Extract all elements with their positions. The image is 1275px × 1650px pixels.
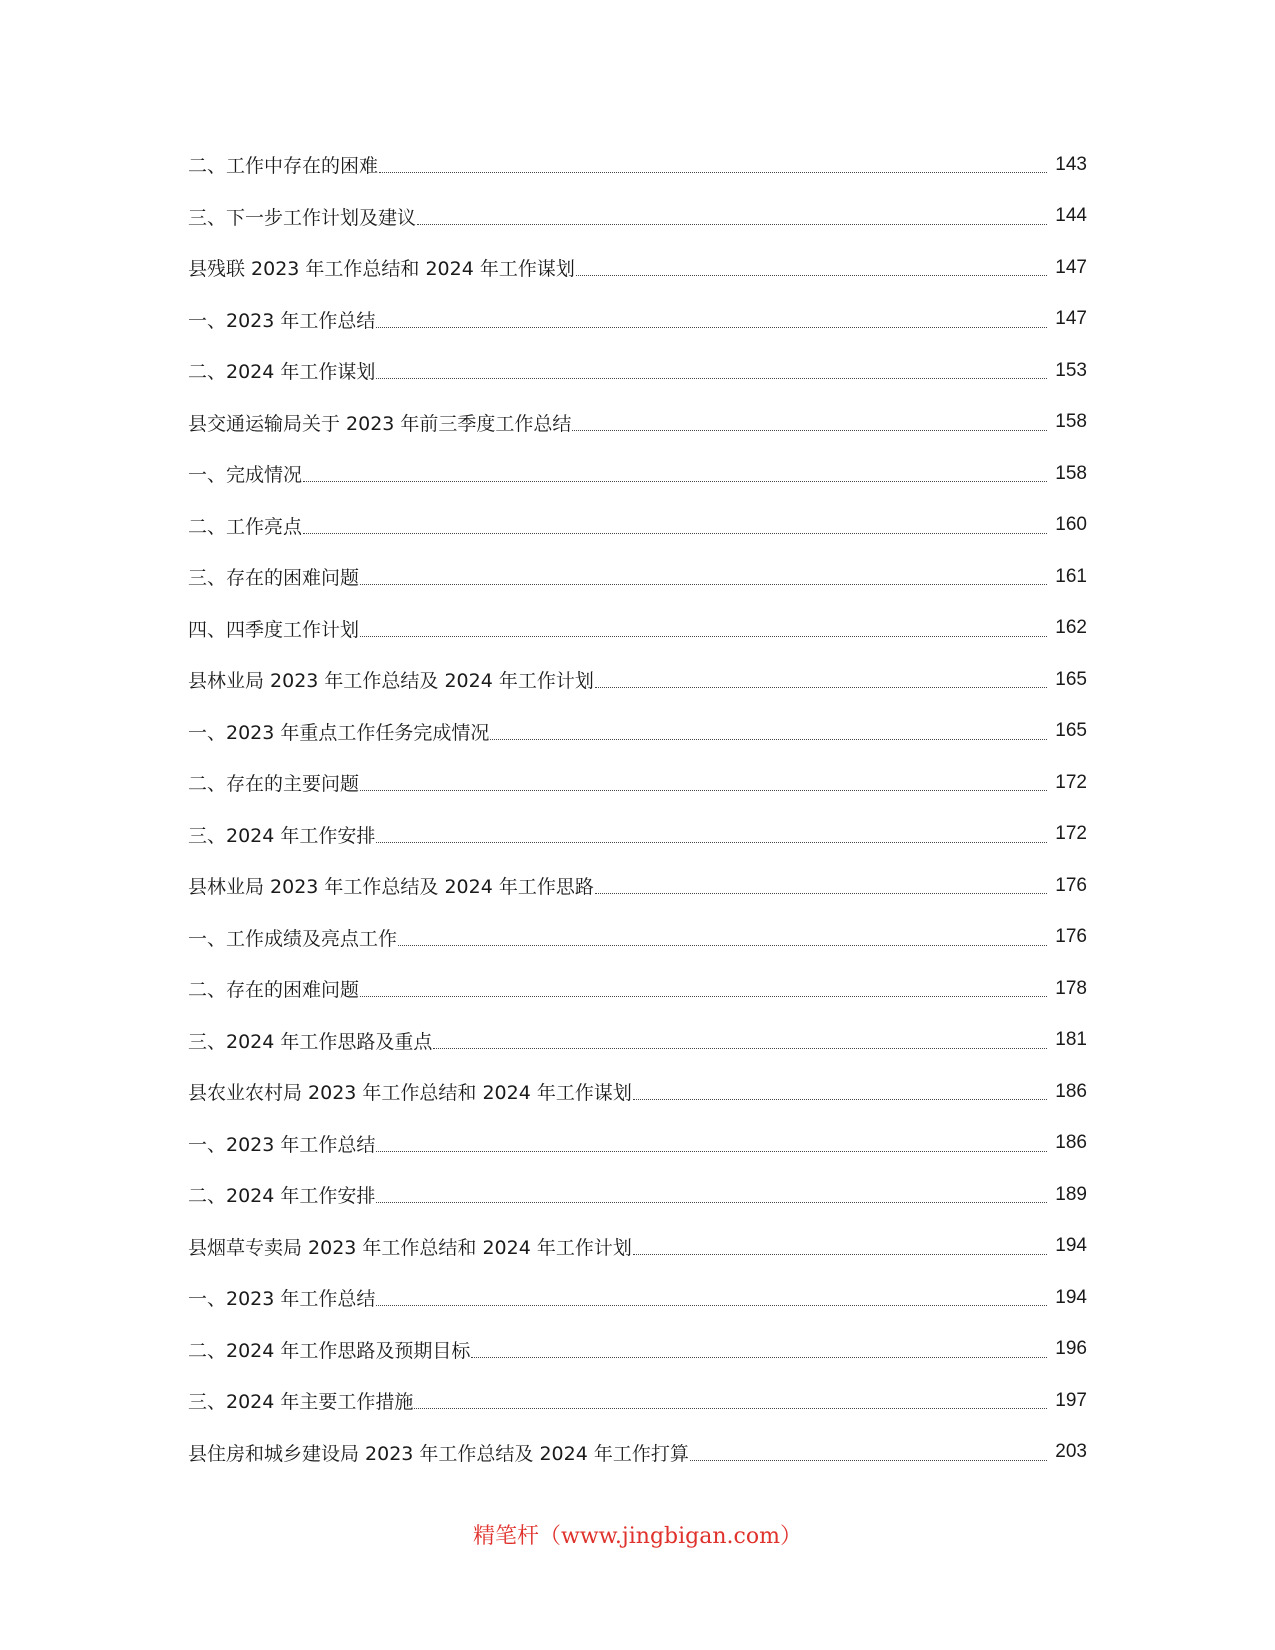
toc-entry bbox=[188, 1375, 1087, 1427]
toc-entry bbox=[188, 963, 1087, 1015]
toc-entry-title: 三、2024 年主要工作措施 bbox=[188, 1391, 414, 1414]
toc-entry-page-number: 158 bbox=[1055, 411, 1087, 433]
toc-entry bbox=[188, 706, 1087, 758]
toc-leader-dots bbox=[360, 790, 1047, 791]
toc-leader-dots bbox=[376, 378, 1047, 379]
toc-entry bbox=[188, 551, 1087, 603]
toc-entry-page-number: 172 bbox=[1055, 823, 1087, 845]
toc-entry-title: 二、2024 年工作思路及预期目标 bbox=[188, 1339, 471, 1362]
toc-leader-dots bbox=[376, 842, 1047, 843]
toc-leader-dots bbox=[595, 893, 1047, 894]
toc-entry-page-number: 181 bbox=[1055, 1029, 1087, 1051]
toc-entry bbox=[188, 860, 1087, 912]
toc-entry-title: 四、四季度工作计划 bbox=[188, 618, 360, 641]
toc-leader-dots bbox=[303, 481, 1047, 482]
toc-entry-title: 三、2024 年工作安排 bbox=[188, 824, 376, 847]
toc-entry bbox=[188, 1272, 1087, 1324]
toc-entry-page-number: 194 bbox=[1055, 1235, 1087, 1257]
toc-entry-page-number: 161 bbox=[1055, 565, 1087, 587]
toc-leader-dots bbox=[490, 739, 1047, 740]
toc-entry-title: 县残联 2023 年工作总结和 2024 年工作谋划 bbox=[188, 258, 575, 281]
toc-leader-dots bbox=[633, 1099, 1047, 1100]
toc-entry-page-number: 189 bbox=[1055, 1183, 1087, 1205]
toc-entry bbox=[188, 1169, 1087, 1221]
toc-entry bbox=[188, 603, 1087, 655]
toc-leader-dots bbox=[414, 1408, 1047, 1409]
toc-entry-page-number: 162 bbox=[1055, 617, 1087, 639]
toc-entry-page-number: 203 bbox=[1055, 1441, 1087, 1463]
toc-entry bbox=[188, 757, 1087, 809]
toc-entry-title: 县交通运输局关于 2023 年前三季度工作总结 bbox=[188, 412, 572, 435]
toc-leader-dots bbox=[376, 1151, 1047, 1152]
toc-leader-dots bbox=[360, 636, 1047, 637]
toc-leader-dots bbox=[576, 275, 1047, 276]
toc-entry-title: 三、下一步工作计划及建议 bbox=[188, 206, 417, 229]
toc-leader-dots bbox=[360, 584, 1047, 585]
toc-entry bbox=[188, 345, 1087, 397]
toc-leader-dots bbox=[471, 1357, 1047, 1358]
toc-leader-dots bbox=[433, 1048, 1047, 1049]
toc-entry-title: 县住房和城乡建设局 2023 年工作总结及 2024 年工作打算 bbox=[188, 1442, 689, 1465]
toc-leader-dots bbox=[376, 1305, 1047, 1306]
toc-leader-dots bbox=[572, 430, 1047, 431]
toc-entry-page-number: 186 bbox=[1055, 1080, 1087, 1102]
toc-leader-dots bbox=[398, 945, 1047, 946]
toc-leader-dots bbox=[360, 996, 1047, 997]
toc-entry bbox=[188, 139, 1087, 191]
toc-entry-title: 二、存在的困难问题 bbox=[188, 979, 360, 1002]
toc-leader-dots bbox=[690, 1460, 1047, 1461]
toc-entry bbox=[188, 1066, 1087, 1118]
toc-entry bbox=[188, 1324, 1087, 1376]
toc-leader-dots bbox=[303, 533, 1047, 534]
toc-entry-page-number: 186 bbox=[1055, 1132, 1087, 1154]
toc-entry-title: 一、完成情况 bbox=[188, 464, 303, 487]
toc-entry-page-number: 176 bbox=[1055, 874, 1087, 896]
toc-entry-title: 二、工作中存在的困难 bbox=[188, 155, 379, 178]
toc-entry bbox=[188, 1118, 1087, 1170]
toc-entry bbox=[188, 448, 1087, 500]
toc-entry bbox=[188, 1221, 1087, 1273]
toc-entry bbox=[188, 912, 1087, 964]
toc-entry bbox=[188, 294, 1087, 346]
toc-entry-title: 二、存在的主要问题 bbox=[188, 773, 360, 796]
toc-entry-title: 一、工作成绩及亮点工作 bbox=[188, 927, 398, 950]
toc-leader-dots bbox=[376, 1202, 1047, 1203]
toc-entry-page-number: 194 bbox=[1055, 1286, 1087, 1308]
toc-entry bbox=[188, 1015, 1087, 1067]
toc-entry-title: 三、2024 年工作思路及重点 bbox=[188, 1030, 433, 1053]
toc-entry-title: 一、2023 年工作总结 bbox=[188, 1288, 376, 1311]
toc-entry-page-number: 153 bbox=[1055, 359, 1087, 381]
toc-entry bbox=[188, 397, 1087, 449]
toc-entry-page-number: 143 bbox=[1055, 153, 1087, 175]
toc-entry-title: 县烟草专卖局 2023 年工作总结和 2024 年工作计划 bbox=[188, 1236, 632, 1259]
toc-entry bbox=[188, 242, 1087, 294]
toc-entry-title: 一、2023 年重点工作任务完成情况 bbox=[188, 721, 490, 744]
toc-entry-title: 一、2023 年工作总结 bbox=[188, 309, 376, 332]
toc-entry-title: 二、2024 年工作谋划 bbox=[188, 361, 376, 384]
toc-list bbox=[188, 139, 1087, 1478]
toc-entry bbox=[188, 1427, 1087, 1479]
toc-leader-dots bbox=[379, 172, 1047, 173]
toc-entry bbox=[188, 809, 1087, 861]
toc-entry-title: 一、2023 年工作总结 bbox=[188, 1133, 376, 1156]
toc-entry-title: 县林业局 2023 年工作总结及 2024 年工作计划 bbox=[188, 670, 594, 693]
toc-entry-page-number: 144 bbox=[1055, 205, 1087, 227]
toc-entry bbox=[188, 191, 1087, 243]
toc-entry-title: 三、存在的困难问题 bbox=[188, 567, 360, 590]
toc-entry-title: 县林业局 2023 年工作总结及 2024 年工作思路 bbox=[188, 876, 594, 899]
toc-entry-title: 二、工作亮点 bbox=[188, 515, 303, 538]
toc-entry-page-number: 196 bbox=[1055, 1338, 1087, 1360]
toc-entry-page-number: 165 bbox=[1055, 720, 1087, 742]
toc-entry bbox=[188, 654, 1087, 706]
toc-entry-page-number: 178 bbox=[1055, 977, 1087, 999]
toc-leader-dots bbox=[417, 224, 1047, 225]
toc-leader-dots bbox=[595, 687, 1047, 688]
toc-entry-page-number: 160 bbox=[1055, 514, 1087, 536]
toc-entry-page-number: 172 bbox=[1055, 771, 1087, 793]
toc-entry-title: 二、2024 年工作安排 bbox=[188, 1185, 376, 1208]
toc-entry-title: 县农业农村局 2023 年工作总结和 2024 年工作谋划 bbox=[188, 1082, 632, 1105]
toc-entry bbox=[188, 500, 1087, 552]
toc-entry-page-number: 147 bbox=[1055, 308, 1087, 330]
toc-entry-page-number: 176 bbox=[1055, 926, 1087, 948]
toc-entry-page-number: 147 bbox=[1055, 256, 1087, 278]
toc-entry-page-number: 197 bbox=[1055, 1389, 1087, 1411]
footer-watermark-text: 精笔杆（www.jingbigan.com） bbox=[473, 1524, 802, 1549]
toc-entry-page-number: 165 bbox=[1055, 668, 1087, 690]
toc-leader-dots bbox=[633, 1254, 1047, 1255]
toc-entry-page-number: 158 bbox=[1055, 462, 1087, 484]
toc-leader-dots bbox=[376, 327, 1047, 328]
